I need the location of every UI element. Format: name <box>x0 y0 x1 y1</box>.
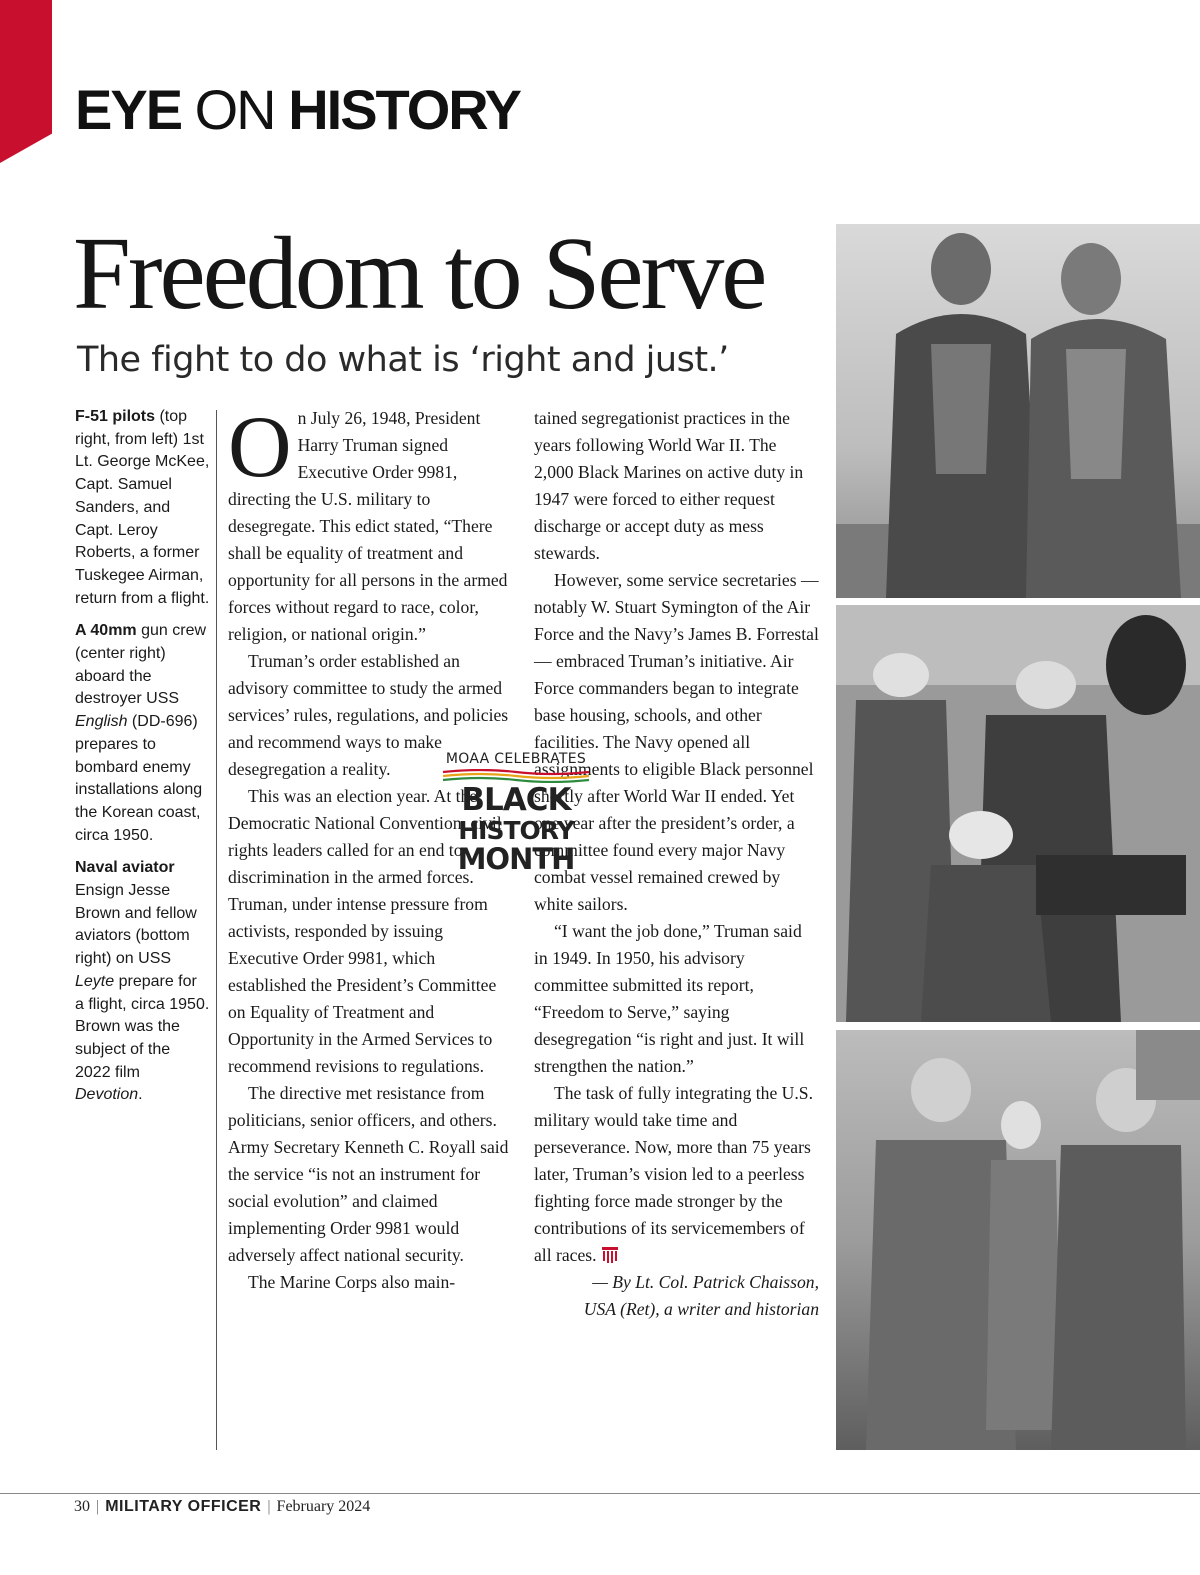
paragraph-text: “I want the job done,” Truman said in 1949. In 1950, his advisory committee submitted its report, “Freedom to Serve,” saying desegregation “is right and just. It will strengthen the nation.” <box>534 921 805 1076</box>
article-paragraph <box>534 918 819 1080</box>
badge-history: HISTORY <box>458 816 574 845</box>
article-dek: The fight to do what is ‘right and just.’ <box>77 340 729 380</box>
byline <box>534 1269 819 1323</box>
footer-rule <box>0 1493 1200 1494</box>
badge-black: BLACK <box>461 782 571 818</box>
caption-aviators <box>75 857 210 1107</box>
footer-separator: | <box>96 1498 100 1515</box>
publication-name: MILITARY OFFICER <box>105 1498 262 1515</box>
drop-cap: O <box>228 399 292 496</box>
paragraph-text: Truman’s order established an advisory committee to study the armed services’ rules, regulations, and policies and recommend ways to make desegregation a reality. <box>228 651 509 779</box>
paragraph-text: n July 26, 1948, President Harry Truman signed Executive Order 9981, directing the U.S. military to desegregate. This edict stated, “There shall be equality of treatment and opportunity for all persons in the armed forces without regard to race, color, religion, or national origin.” <box>228 408 508 644</box>
caption-gun-crew <box>75 620 210 847</box>
section-color-tab <box>0 0 52 163</box>
byline-line: — By Lt. Col. Patrick Chaisson, <box>592 1272 819 1292</box>
caption-text: . <box>138 1086 143 1104</box>
article-paragraph <box>228 1269 513 1296</box>
caption-lead: A 40mm <box>75 622 137 640</box>
section-word-on: ON <box>194 78 275 141</box>
column-rule <box>216 410 217 1450</box>
photo-naval-aviators <box>836 1030 1200 1450</box>
article-paragraph <box>534 405 819 567</box>
badge-celebrates: MOAA CELEBRATES <box>445 751 587 767</box>
caption-pilots <box>75 406 210 610</box>
badge-stripes-icon <box>441 769 591 783</box>
page-number: 30 <box>74 1498 90 1515</box>
article-paragraph <box>534 1080 819 1269</box>
paragraph-text: The directive met resistance from politicians, senior officers, and others. Army Secretary Kenneth C. Royall said the service “is not an instrument for social evolution” and claimed implementing Order 9981 would adversely affect national security. <box>228 1083 509 1265</box>
paragraph-text: The task of fully integrating the U.S. military would take time and perseverance. Now, more than 75 years later, Truman’s vision led to a peerless fighting force made stronger by the contributions of its servicemembers of all races. <box>534 1083 813 1265</box>
article-headline: Freedom to Serve <box>73 216 765 331</box>
paragraph-text: However, some service secretaries — notably W. Stuart Symington of the Air Force and the Navy’s James B. Forrestal — embraced Truman’s initiative. Air Force commanders began to integrate base housing, schools, and other facilities. The Navy opened all assignments to eligible Black personnel shortly after World War II ended. Yet one year after the president’s order, a committee found every major Navy combat vessel remained crewed by white sailors. <box>534 570 819 914</box>
photo-f51-pilots <box>836 224 1200 598</box>
article-paragraph <box>228 1080 513 1269</box>
section-word-history: HISTORY <box>288 78 521 141</box>
photo-captions <box>75 406 210 1117</box>
footer-separator: | <box>267 1498 271 1515</box>
section-title <box>75 78 520 142</box>
film-title: Devotion <box>75 1086 139 1104</box>
byline-line: USA (Ret), a writer and historian <box>583 1299 819 1319</box>
paragraph-text: This was an election year. At the Democratic National Convention, civil rights leaders called for an end to discrimination in the armed forces. Truman, under intense pressure from activists, responded by issuing Executive Order 9981, which established the President’s Committee on Equality of Treatment and Opportunity in the Armed Services to recommend revisions to regulations. <box>228 786 502 1076</box>
badge-month: MONTH <box>457 842 575 876</box>
article-paragraph <box>228 399 513 648</box>
caption-text: (top right, from left) 1st Lt. George McKee, Capt. Samuel Sanders, and Capt. Leroy Roberts, a former Tuskegee Airman, return from a flight. <box>75 408 210 607</box>
ship-name: Leyte <box>75 972 115 990</box>
caption-lead: F-51 pilots <box>75 408 156 425</box>
photo-gun-crew <box>836 605 1200 1022</box>
end-mark-icon <box>601 1247 619 1263</box>
issue-date: February 2024 <box>276 1498 371 1515</box>
caption-lead: Naval aviator <box>75 859 175 877</box>
caption-text: (DD-696) prepares to bombard enemy installations along the Korean coast, circa 1950. <box>75 713 203 844</box>
caption-text: gun crew (center right) aboard the destroyer USS <box>75 622 207 708</box>
ship-name: English <box>75 713 128 731</box>
paragraph-text: tained segregationist practices in the years following World War II. The 2,000 Black Marines on active duty in 1947 were forced to either request discharge or accept duty as mess stewards. <box>534 408 804 563</box>
paragraph-text: The Marine Corps also main- <box>248 1272 456 1292</box>
black-history-month-badge <box>439 750 593 876</box>
page-footer <box>74 1496 370 1518</box>
caption-text: prepare for a flight, circa 1950. Brown was the subject of the 2022 film <box>75 972 210 1081</box>
section-word-eye: EYE <box>75 78 182 141</box>
caption-text: Ensign Jesse Brown and fellow aviators (bottom right) on USS <box>75 882 197 968</box>
